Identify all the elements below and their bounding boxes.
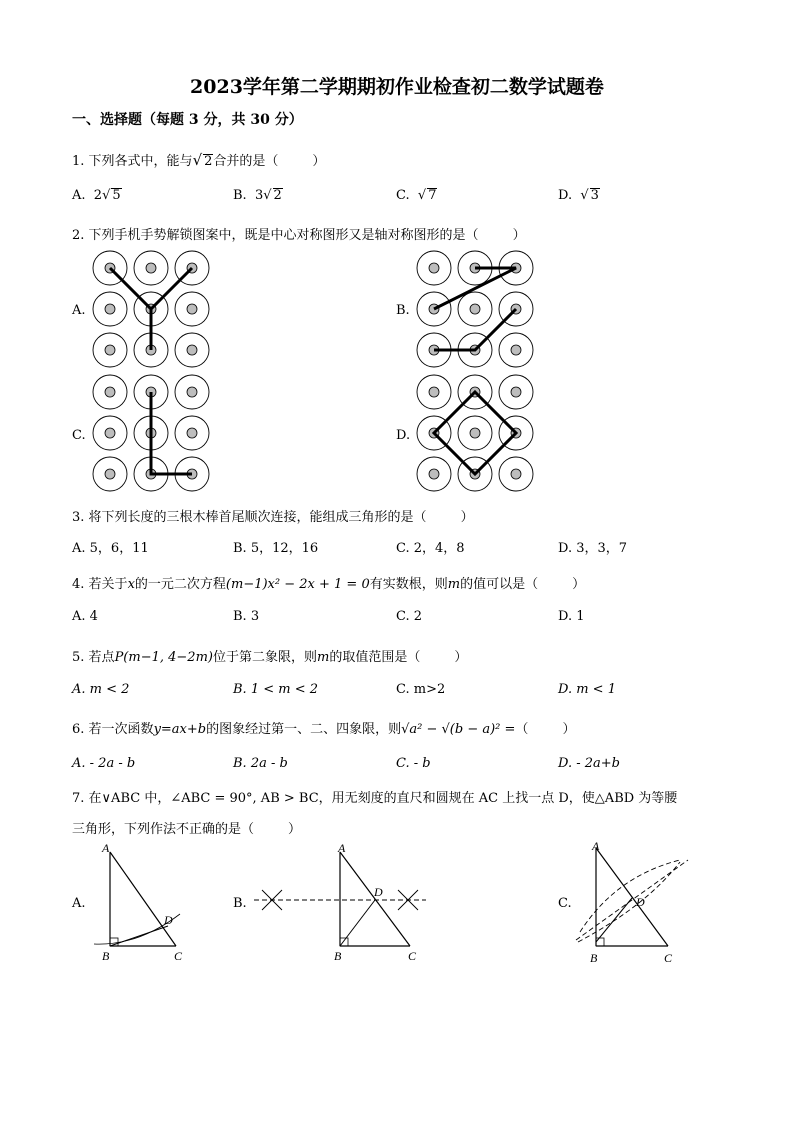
dot-center (470, 428, 480, 438)
question-7-cont: 三角形，下列作法不正确的是（ ） (72, 822, 302, 837)
option-b-label: B. (396, 303, 410, 318)
dot-center (105, 387, 115, 397)
option-d-label: D. (396, 428, 411, 443)
dot-center (511, 387, 521, 397)
equation: (m−1)x² − 2x + 1 = 0 (225, 577, 370, 592)
option-d: D. 1 (558, 609, 585, 624)
dot-center (511, 345, 521, 355)
question-text: 下列手机手势解锁图案中，既是中心对称图形又是轴对称图形的是（ (88, 228, 479, 243)
pattern-c (92, 374, 212, 494)
dot-center (105, 304, 115, 314)
dot-center (187, 304, 197, 314)
option-a: A. 5，6，11 (72, 541, 149, 556)
point-label: B (590, 951, 598, 965)
option-d: D. √ 3 (558, 188, 599, 203)
pattern-d (416, 374, 536, 494)
option-b: B. 2a - b (233, 756, 288, 771)
question-3: 3. 将下列长度的三根木棒首尾顺次连接，能组成三角形的是（ ） (72, 510, 474, 525)
question-1: 1. 下列各式中，能与√ 2合并的是（ ） (72, 151, 326, 169)
question-5: 5. 若点P(m−1, 4−2m)位于第二象限，则m的取值范围是（ ） (72, 650, 468, 665)
option-a-label: A. (72, 896, 86, 911)
option-b: B. 3√ 2 (233, 188, 282, 203)
pattern-a (92, 250, 212, 370)
dot-center (429, 387, 439, 397)
question-6: 6. 若一次函数y=ax+b的图象经过第一、二、四象限，则√a² − √(b − a)² =（ ） (72, 722, 576, 737)
question-text: 将下列长度的三根木棒首尾顺次连接，能组成三角形的是（ (88, 510, 427, 525)
point-label: C (408, 949, 417, 963)
option-a: A. 4 (72, 609, 98, 624)
option-b: B. 1 < m < 2 (233, 682, 319, 697)
option-c: C. √ 7 (396, 188, 437, 203)
point-label: D (636, 895, 645, 909)
construction-c (576, 836, 706, 970)
option-c: C. - b (396, 756, 431, 771)
point-label: D (374, 885, 383, 899)
question-text: 在∨ABC 中，∠ABC = 90°, AB > BC，用无刻度的直尺和圆规在 AC 上找一点 D，使△ABD 为等腰 (88, 791, 678, 806)
option-a: A. m < 2 (72, 682, 130, 697)
point-label: A (338, 841, 346, 855)
dot-center (187, 345, 197, 355)
page-title: 2023学年第二学期期初作业检查初二数学试题卷 (190, 76, 604, 98)
option-a: A. 2√ 5 (72, 188, 121, 203)
option-c: C. 2，4，8 (396, 541, 465, 556)
dot-center (187, 387, 197, 397)
question-number: 1. (72, 154, 85, 169)
dot-center (105, 469, 115, 479)
point-label: B (334, 949, 342, 963)
question-text: 合并的是（ (213, 154, 279, 169)
option-c: C. 2 (396, 609, 423, 624)
dot-center (187, 428, 197, 438)
option-d: D. - 2a+b (558, 756, 620, 771)
point-expression: P(m−1, 4−2m) (114, 650, 213, 665)
section-heading: 一、选择题（每题 3 分，共 30 分） (72, 112, 303, 128)
point-label: A (102, 841, 110, 855)
option-a: A. - 2a - b (72, 756, 136, 771)
dot-center (429, 469, 439, 479)
question-4: 4. 若关于x的一元二次方程(m−1)x² − 2x + 1 = 0有实数根，则m的值可以是（ ） (72, 577, 586, 592)
option-b: B. 5，12，16 (233, 541, 319, 556)
point-label: D (164, 913, 173, 927)
dot-center (511, 469, 521, 479)
dot-center (429, 263, 439, 273)
option-d: D. m < 1 (558, 682, 616, 697)
dot-center (105, 428, 115, 438)
option-a-label: A. (72, 303, 86, 318)
option-c: C. m>2 (396, 682, 446, 697)
option-d: D. 3，3，7 (558, 541, 628, 556)
dot-center (105, 345, 115, 355)
dot-center (146, 263, 156, 273)
point-label: B (102, 949, 110, 963)
question-7: 7. 在∨ABC 中，∠ABC = 90°, AB > BC，用无刻度的直尺和圆规在 AC 上找一点 D，使△ABD 为等腰 (72, 791, 678, 806)
option-c-label: C. (72, 428, 86, 443)
radicand: 2 (204, 154, 213, 169)
question-text: 下列各式中，能与 (88, 154, 193, 169)
construction-b (252, 840, 432, 970)
point-label: C (664, 951, 673, 965)
pattern-b (416, 250, 536, 370)
dot-center (470, 304, 480, 314)
question-2: 2. 下列手机手势解锁图案中，既是中心对称图形又是轴对称图形的是（ ） (72, 228, 526, 243)
option-b-label: B. (233, 896, 247, 911)
radical-expression: √a² − √(b − a)² = (401, 722, 516, 737)
construction-a (88, 840, 198, 970)
point-label: A (592, 839, 600, 853)
point-label: C (174, 949, 183, 963)
option-c-label: C. (558, 896, 572, 911)
option-b: B. 3 (233, 609, 260, 624)
